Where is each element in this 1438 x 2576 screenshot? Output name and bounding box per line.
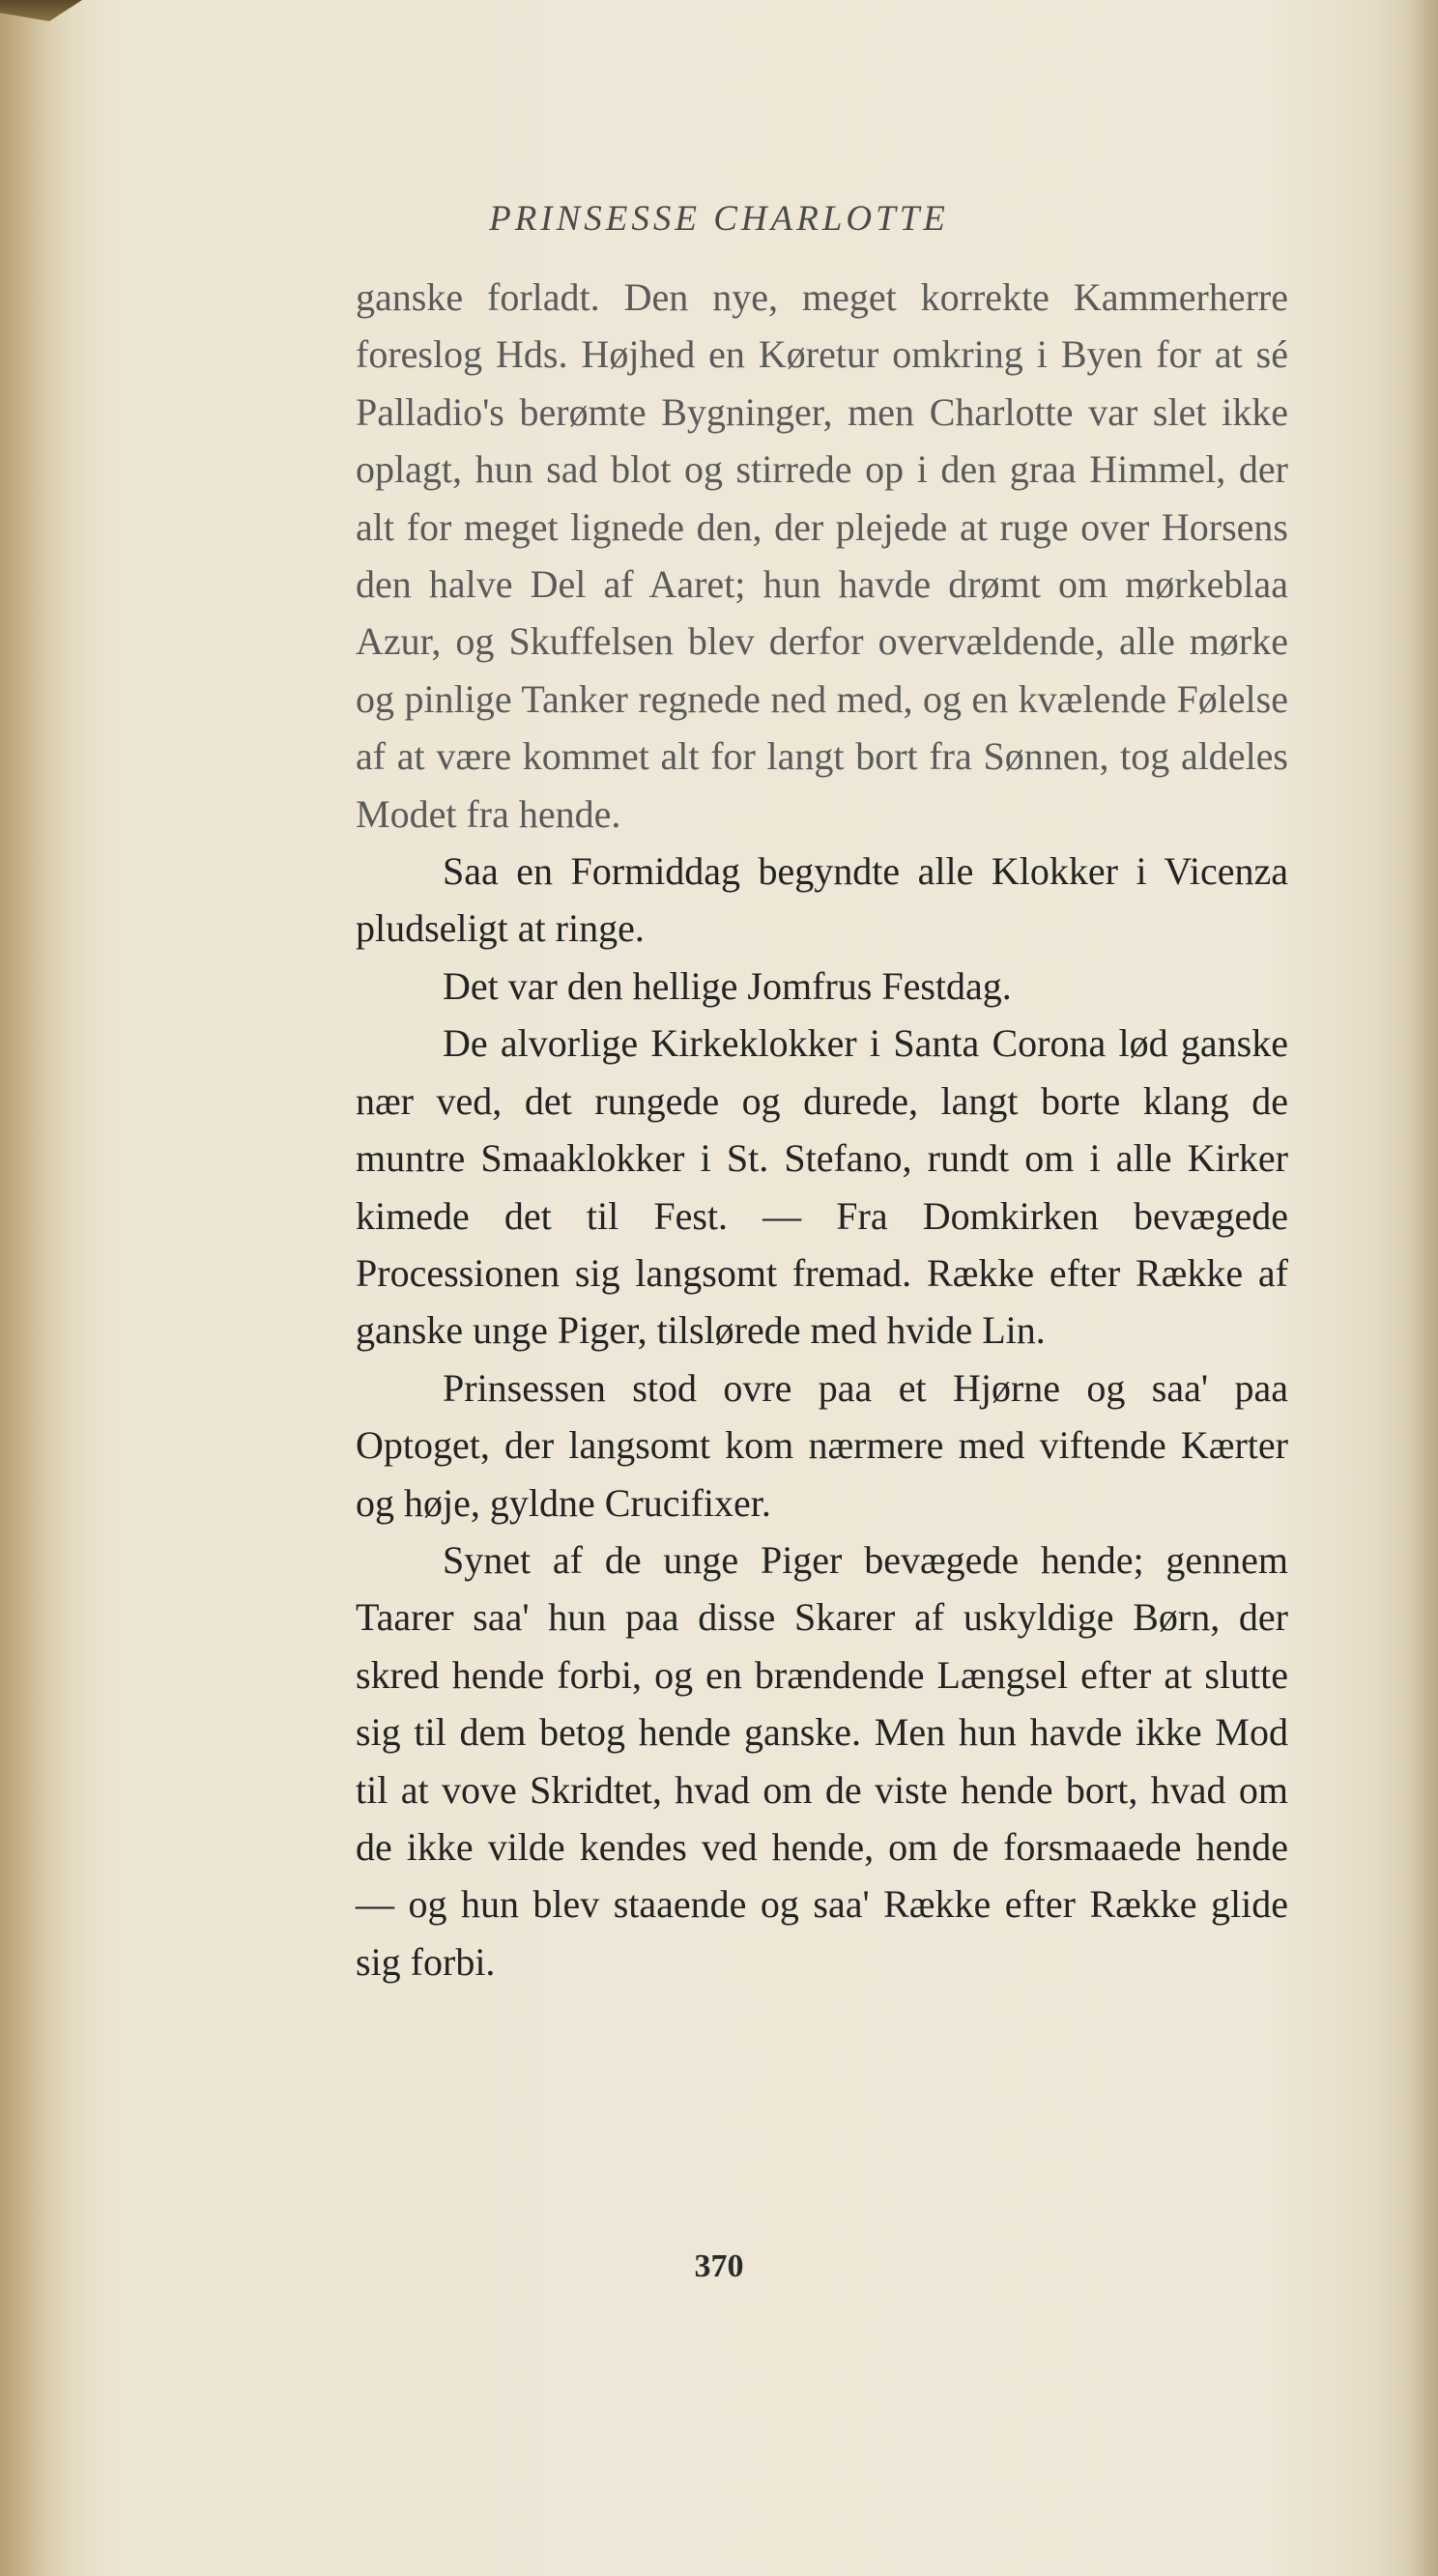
paragraph-2: Saa en Formiddag begyndte alle Klokker i Vicenza pludseligt at ringe. bbox=[356, 849, 1288, 951]
paragraph-1: ganske forladt. Den nye, meget korrekte Kammerherre foreslog Hds. Højhed en Køretur omkring i Byen for at sé Palladio's berømte Bygninger, men Charlotte var slet ikke oplagt, hun sad blot og stirrede op i den graa Himmel, der alt for meget lignede den, der plejede at ruge over Horsens den halve Del af Aaret; hun havde drømt om mørkeblaa Azur, og Skuffelsen blev derfor overvældende, alle mørke og pinlige Tanker regnede ned med, og en kvælende Følelse af at være kommet alt for langt bort fra Sønnen, tog aldeles Modet fra hende. bbox=[356, 275, 1288, 836]
page-edge-shadow bbox=[1409, 0, 1438, 2576]
page-binding-shadow bbox=[0, 0, 87, 2576]
running-head: PRINSESSE CHARLOTTE bbox=[489, 199, 949, 239]
paragraph-4: De alvorlige Kirkeklokker i Santa Corona lød ganske nær ved, det rungede og durede, langt borte klang de muntre Smaaklokker i St. Stefano, rundt om i alle Kirker kimede det til Fest. — Fra Domkirken bevægede Processionen sig langsomt fremad. Række efter Række af ganske unge Piger, tilslørede med hvide Lin. bbox=[356, 1021, 1288, 1353]
page-number: 370 bbox=[694, 2248, 744, 2284]
body-text bbox=[356, 269, 1288, 1990]
paragraph-3: Det var den hellige Jomfrus Festdag. bbox=[443, 963, 1012, 1008]
paragraph-5: Prinsessen stod ovre paa et Hjørne og saa' paa Optoget, der langsomt kom nærmere med viftende Kærter og høje, gyldne Crucifixer. bbox=[356, 1365, 1288, 1525]
paragraph-6: Synet af de unge Piger bevægede hende; gennem Taarer saa' hun paa disse Skarer af uskyldige Børn, der skred hende forbi, og en brændende Længsel efter at slutte sig til dem betog hende ganske. Men hun havde ikke Mod til at vove Skridtet, hvad om de viste hende bort, hvad om de ikke vilde kendes ved hende, om de forsmaaede hende — og hun blev staaende og saa' Række efter Række glide sig forbi. bbox=[356, 1537, 1288, 1984]
